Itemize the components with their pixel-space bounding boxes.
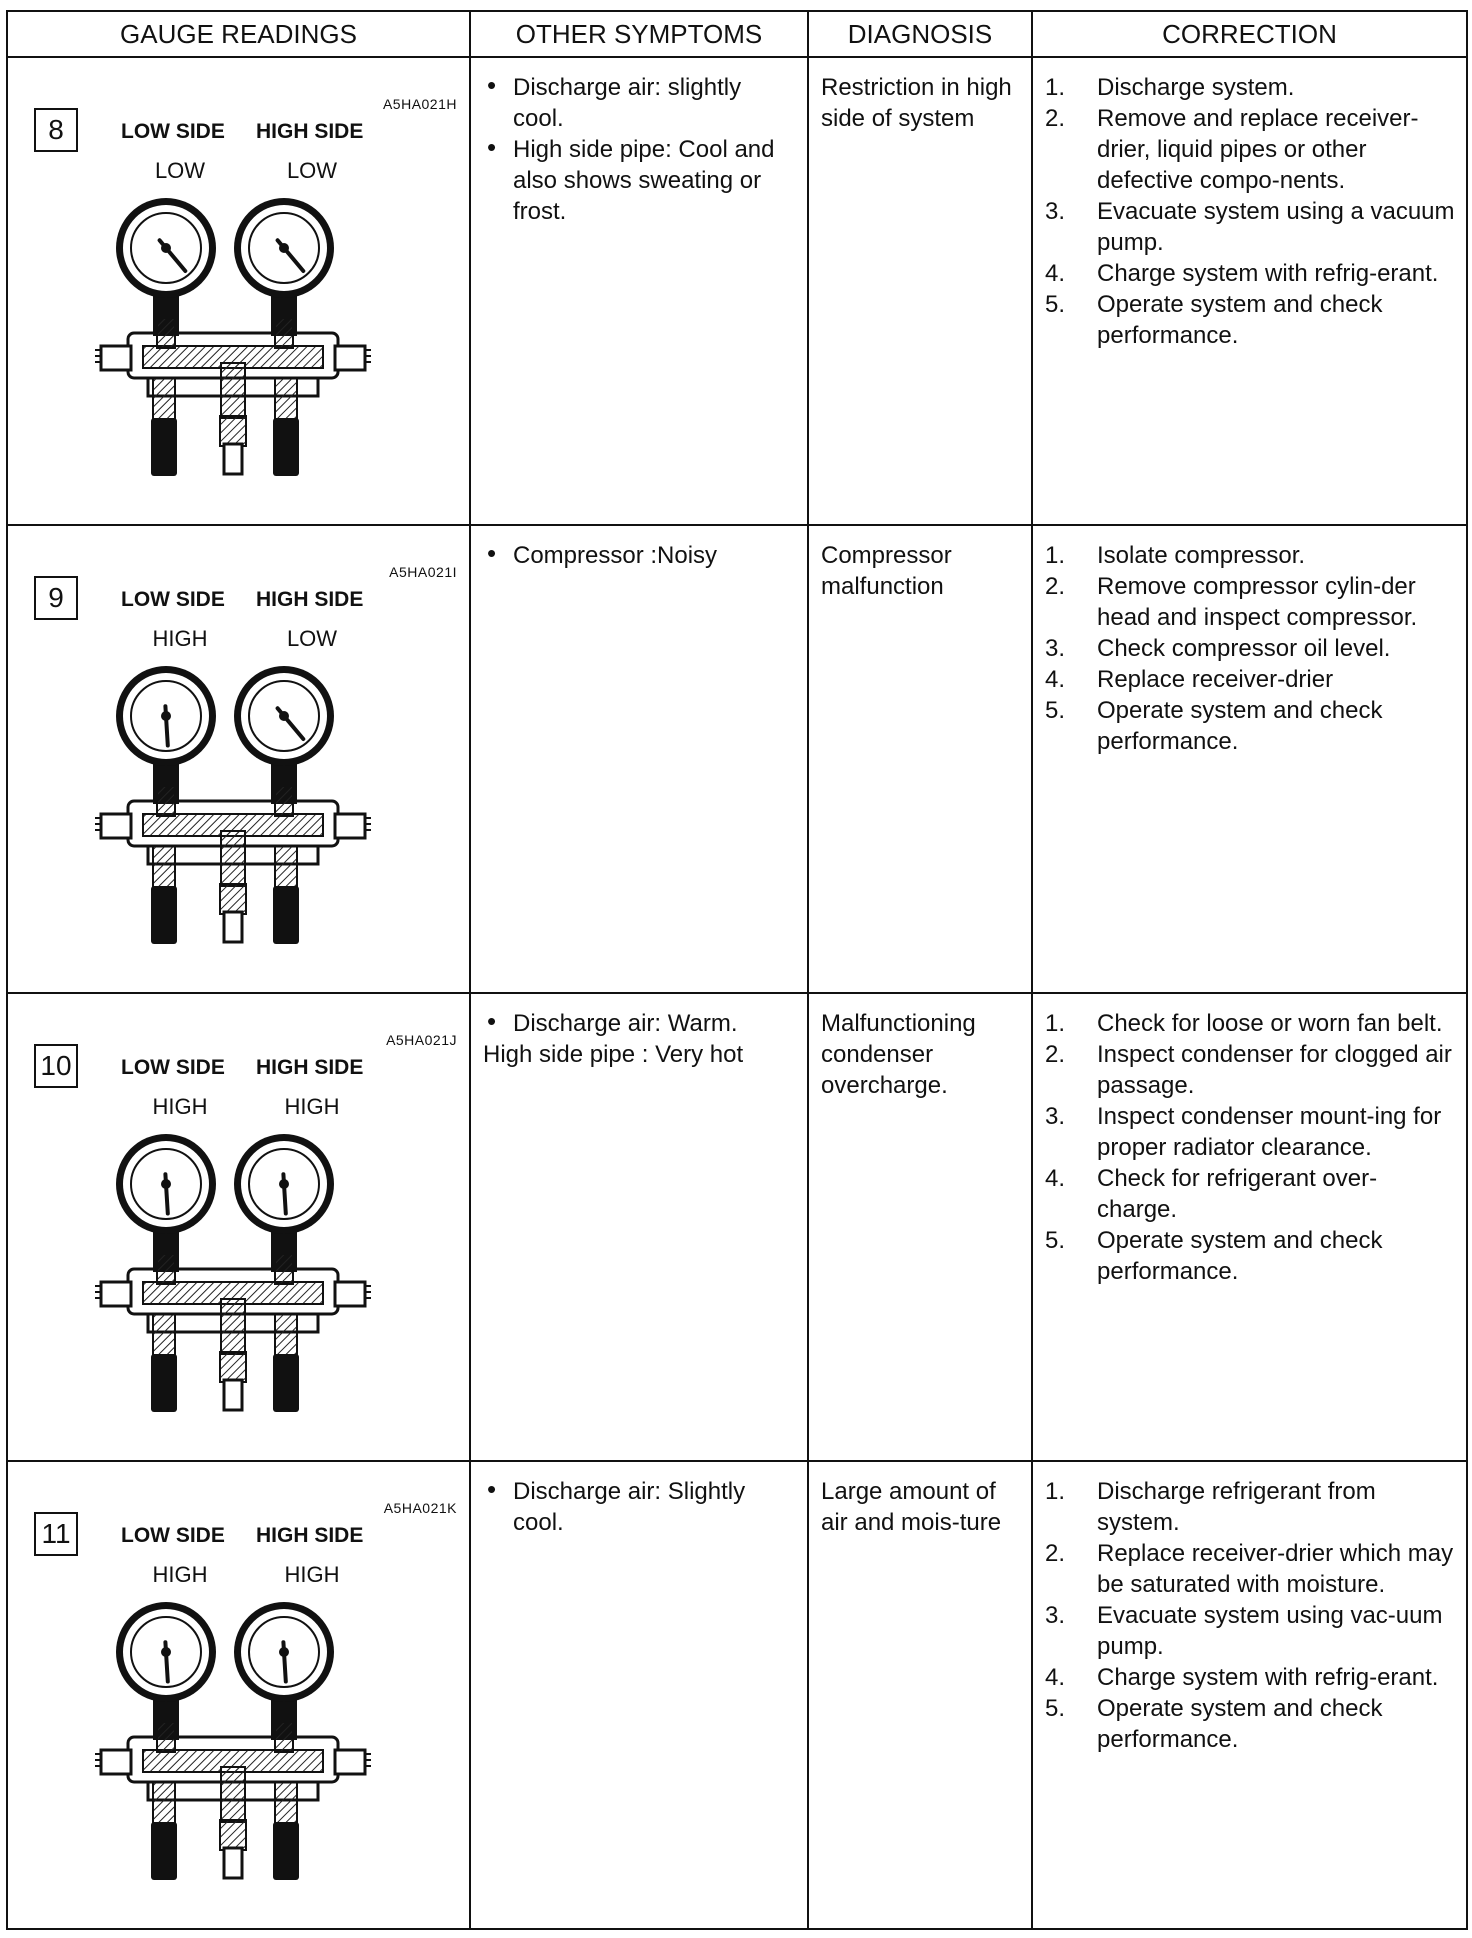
step-number: 3. — [1045, 1103, 1066, 1130]
symptoms-list — [471, 526, 807, 571]
symptoms-list — [471, 58, 807, 227]
step-text: Discharge refrigerant from system. — [1097, 1478, 1376, 1536]
correction-step — [1045, 289, 1456, 351]
symptom-item: • High side pipe: Cool and also shows sweating or frost. — [483, 134, 797, 227]
header-correction: CORRECTION — [1032, 11, 1467, 57]
low-side-label: LOW SIDE — [121, 588, 225, 611]
diagnosis-cell — [808, 1461, 1032, 1929]
symptom-item: • Discharge air: Warm. — [483, 1008, 797, 1039]
step-text: Operate system and check performance. — [1097, 697, 1383, 755]
correction-steps — [1033, 526, 1466, 757]
step-number: 4. — [1045, 1664, 1066, 1691]
correction-step — [1045, 258, 1456, 289]
high-side-label: HIGH SIDE — [256, 1056, 364, 1079]
step-text: Operate system and check performance. — [1097, 291, 1383, 349]
correction-step — [1045, 1693, 1456, 1755]
correction-step — [1045, 1662, 1456, 1693]
correction-step — [1045, 72, 1456, 103]
step-number: 4. — [1045, 666, 1066, 693]
symptoms-list — [471, 994, 807, 1039]
figure-code: A5HA021J — [386, 1032, 457, 1048]
step-text: Isolate compressor. — [1097, 542, 1306, 569]
case-number: 8 — [34, 108, 78, 152]
step-number: 1. — [1045, 542, 1066, 569]
header-gauge-readings: GAUGE READINGS — [7, 11, 470, 57]
step-number: 5. — [1045, 697, 1066, 724]
correction-step — [1045, 1476, 1456, 1538]
case-number: 11 — [34, 1512, 78, 1556]
correction-cell — [1032, 57, 1467, 525]
low-side-label: LOW SIDE — [121, 1524, 225, 1547]
low-side-reading: HIGH — [152, 1562, 208, 1587]
step-number: 3. — [1045, 635, 1066, 662]
step-number: 1. — [1045, 1010, 1066, 1037]
step-number: 4. — [1045, 1165, 1066, 1192]
diagnosis-table — [6, 10, 1468, 1930]
header-other-symptoms: OTHER SYMPTOMS — [470, 11, 808, 57]
correction-step — [1045, 103, 1456, 196]
step-number: 1. — [1045, 74, 1066, 101]
step-number: 2. — [1045, 1041, 1066, 1068]
step-text: Remove and replace receiver-drier, liquid pipes or other defective compo-nents. — [1097, 105, 1419, 194]
step-text: Evacuate system using vac-uum pump. — [1097, 1602, 1443, 1660]
header-row — [7, 11, 1467, 57]
correction-cell — [1032, 525, 1467, 993]
low-side-label: LOW SIDE — [121, 1056, 225, 1079]
correction-step — [1045, 633, 1456, 664]
diagnosis-cell — [808, 993, 1032, 1461]
symptoms-continuation: High side pipe : Very hot — [483, 1041, 744, 1068]
diagnosis-text: Compressor malfunction — [821, 542, 952, 600]
step-text: Discharge system. — [1097, 74, 1295, 101]
table-row — [7, 1461, 1467, 1929]
header-diagnosis: DIAGNOSIS — [808, 11, 1032, 57]
correction-step — [1045, 196, 1456, 258]
high-side-reading: HIGH — [284, 1094, 340, 1119]
diagnosis-text: Restriction in high side of system — [821, 74, 1012, 132]
correction-step — [1045, 695, 1456, 757]
step-text: Check for loose or worn fan belt. — [1097, 1010, 1443, 1037]
high-side-reading: LOW — [286, 626, 338, 651]
symptom-item: • Discharge air: Slightly cool. — [483, 1476, 797, 1538]
step-text: Inspect condenser for clogged air passage. — [1097, 1041, 1452, 1099]
high-side-reading: HIGH — [284, 1562, 340, 1587]
correction-step — [1045, 1538, 1456, 1600]
correction-step — [1045, 540, 1456, 571]
step-text: Inspect condenser mount-ing for proper radiator clearance. — [1097, 1103, 1442, 1161]
gauge-cell — [7, 57, 470, 525]
step-text: Charge system with refrig-erant. — [1097, 260, 1439, 287]
table-row — [7, 993, 1467, 1461]
step-number: 5. — [1045, 291, 1066, 318]
step-text: Evacuate system using a vacuum pump. — [1097, 198, 1455, 256]
symptoms-cell — [470, 57, 808, 525]
correction-step — [1045, 664, 1456, 695]
correction-step — [1045, 1225, 1456, 1287]
step-number: 2. — [1045, 573, 1066, 600]
correction-cell — [1032, 993, 1467, 1461]
figure-code: A5HA021I — [389, 564, 457, 580]
manifold-gauge-illustration — [93, 178, 393, 478]
symptom-item: • Compressor :Noisy — [483, 540, 797, 571]
case-number: 9 — [34, 576, 78, 620]
table-row — [7, 57, 1467, 525]
step-number: 1. — [1045, 1478, 1066, 1505]
step-text: Check compressor oil level. — [1097, 635, 1391, 662]
correction-steps — [1033, 58, 1466, 351]
step-text: Replace receiver-drier — [1097, 666, 1334, 693]
correction-step — [1045, 571, 1456, 633]
step-text: Operate system and check performance. — [1097, 1695, 1383, 1753]
step-text: Charge system with refrig-erant. — [1097, 1664, 1439, 1691]
diagnosis-cell — [808, 525, 1032, 993]
manifold-gauge-illustration — [93, 646, 393, 946]
low-side-reading: LOW — [154, 158, 206, 183]
symptoms-cell — [470, 525, 808, 993]
diagnosis-text: Malfunctioning condenser overcharge. — [821, 1010, 976, 1099]
correction-step — [1045, 1039, 1456, 1101]
symptoms-cell — [470, 1461, 808, 1929]
gauge-cell — [7, 993, 470, 1461]
diagnosis-text: Large amount of air and mois-ture — [821, 1478, 1002, 1536]
low-side-reading: HIGH — [152, 1094, 208, 1119]
high-side-reading: LOW — [286, 158, 338, 183]
diagnosis-cell — [808, 57, 1032, 525]
step-number: 3. — [1045, 198, 1066, 225]
step-text: Operate system and check performance. — [1097, 1227, 1383, 1285]
table-row — [7, 525, 1467, 993]
gauge-cell — [7, 1461, 470, 1929]
low-side-label: LOW SIDE — [121, 120, 225, 143]
high-side-label: HIGH SIDE — [256, 588, 364, 611]
gauge-cell — [7, 525, 470, 993]
correction-step — [1045, 1008, 1456, 1039]
manifold-gauge-illustration — [93, 1114, 393, 1414]
step-number: 5. — [1045, 1695, 1066, 1722]
low-side-reading: HIGH — [152, 626, 208, 651]
step-number: 3. — [1045, 1602, 1066, 1629]
correction-steps — [1033, 1462, 1466, 1755]
correction-steps — [1033, 994, 1466, 1287]
manifold-gauge-illustration — [93, 1582, 393, 1882]
step-number: 5. — [1045, 1227, 1066, 1254]
figure-code: A5HA021K — [383, 1500, 457, 1516]
step-number: 2. — [1045, 1540, 1066, 1567]
symptoms-list — [471, 1462, 807, 1538]
step-text: Replace receiver-drier which may be saturated with moisture. — [1097, 1540, 1454, 1598]
figure-code: A5HA021H — [382, 96, 457, 112]
step-text: Check for refrigerant over-charge. — [1097, 1165, 1378, 1223]
symptom-item: • Discharge air: slightly cool. — [483, 72, 797, 134]
correction-step — [1045, 1101, 1456, 1163]
symptoms-cell — [470, 993, 808, 1461]
correction-step — [1045, 1163, 1456, 1225]
case-number: 10 — [34, 1044, 78, 1088]
step-number: 2. — [1045, 105, 1066, 132]
correction-cell — [1032, 1461, 1467, 1929]
high-side-label: HIGH SIDE — [256, 1524, 364, 1547]
step-text: Remove compressor cylin-der head and inspect compressor. — [1097, 573, 1418, 631]
high-side-label: HIGH SIDE — [256, 120, 364, 143]
correction-step — [1045, 1600, 1456, 1662]
step-number: 4. — [1045, 260, 1066, 287]
